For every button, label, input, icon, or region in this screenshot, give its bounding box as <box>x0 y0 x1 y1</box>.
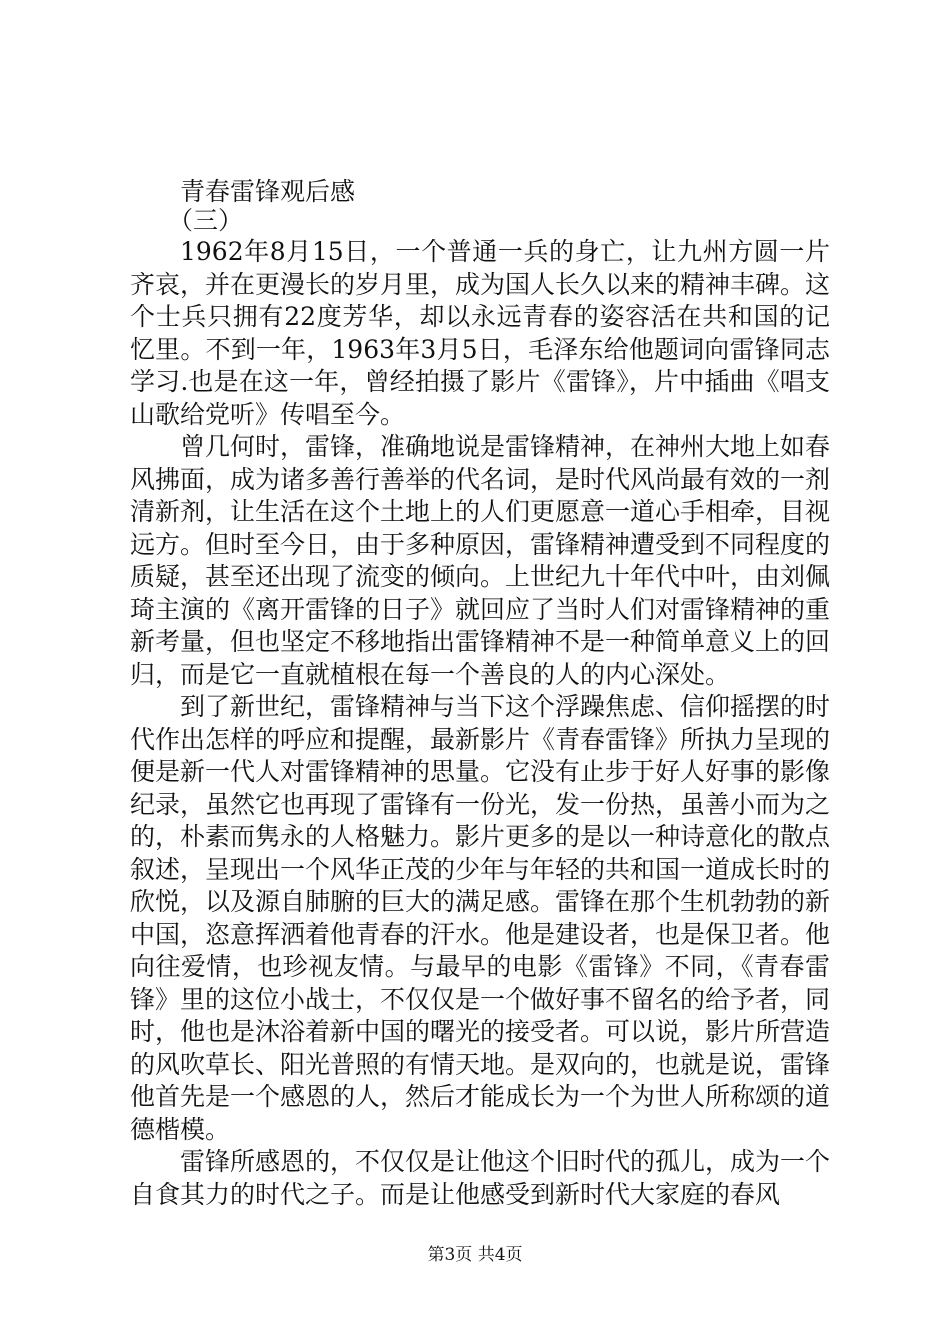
document-subtitle: （三） <box>168 206 244 235</box>
document-title: 青春雷锋观后感 <box>180 177 356 206</box>
document-body <box>130 236 830 1211</box>
paragraph: 雷锋所感恩的，不仅仅是让他这个旧时代的孤儿，成为一个自食其力的时代之子。而是让他感受到新时代大家庭的春风 <box>130 1147 831 1209</box>
paragraph: 曾几何时，雷锋，准确地说是雷锋精神，在神州大地上如春风拂面，成为诸多善行善举的代名词，是时代风尚最有效的一剂清新剂，让生活在这个土地上的人们更愿意一道心手相牵，目视远方。但时至今日，由于多种原因，雷锋精神遭受到不同程度的质疑，甚至还出现了流变的倾向。上世纪九十年代中叶，由刘佩琦主演的《离开雷锋的日子》就回应了当时人们对雷锋精神的重新考量，但也坚定不移地指出雷锋精神不是一种简单意义上的回归，而是它一直就植根在每一个善良的人的内心深处。 <box>130 432 831 689</box>
page-footer: 第3页 共4页 <box>427 1245 523 1265</box>
paragraph: 1962年8月15日，一个普通一兵的身亡，让九州方圆一片齐哀，并在更漫长的岁月里，成为国人长久以来的精神丰碑。这个士兵只拥有22度芳华，却以永远青春的姿容活在共和国的记忆里。不到一年，1963年3月5日，毛泽东给他题词向雷锋同志学习.也是在这一年，曾经拍摄了影片《雷锋》，片中插曲《唱支山歌给党听》传唱至今。 <box>130 237 831 429</box>
paragraph: 到了新世纪，雷锋精神与当下这个浮躁焦虑、信仰摇摆的时代作出怎样的呼应和提醒，最新影片《青春雷锋》所执力呈现的便是新一代人对雷锋精神的思量。它没有止步于好人好事的影像纪录，虽然它也再现了雷锋有一份光，发一份热，虽善小而为之的，朴素而隽永的人格魅力。影片更多的是以一种诗意化的散点叙述，呈现出一个风华正茂的少年与年轻的共和国一道成长时的欣悦，以及源自肺腑的巨大的满足感。雷锋在那个生机勃勃的新中国，恣意挥洒着他青春的汗水。他是建设者，也是保卫者。他向往爱情，也珍视友情。与最早的电影《雷锋》不同，《青春雷锋》里的这位小战士，不仅仅是一个做好事不留名的给予者，同时，他也是沐浴着新中国的曙光的接受者。可以说，影片所营造的风吹草长、阳光普照的有情天地。是双向的，也就是说，雷锋他首先是一个感恩的人，然后才能成长为一个为世人所称颂的道德楷模。 <box>130 692 831 1144</box>
